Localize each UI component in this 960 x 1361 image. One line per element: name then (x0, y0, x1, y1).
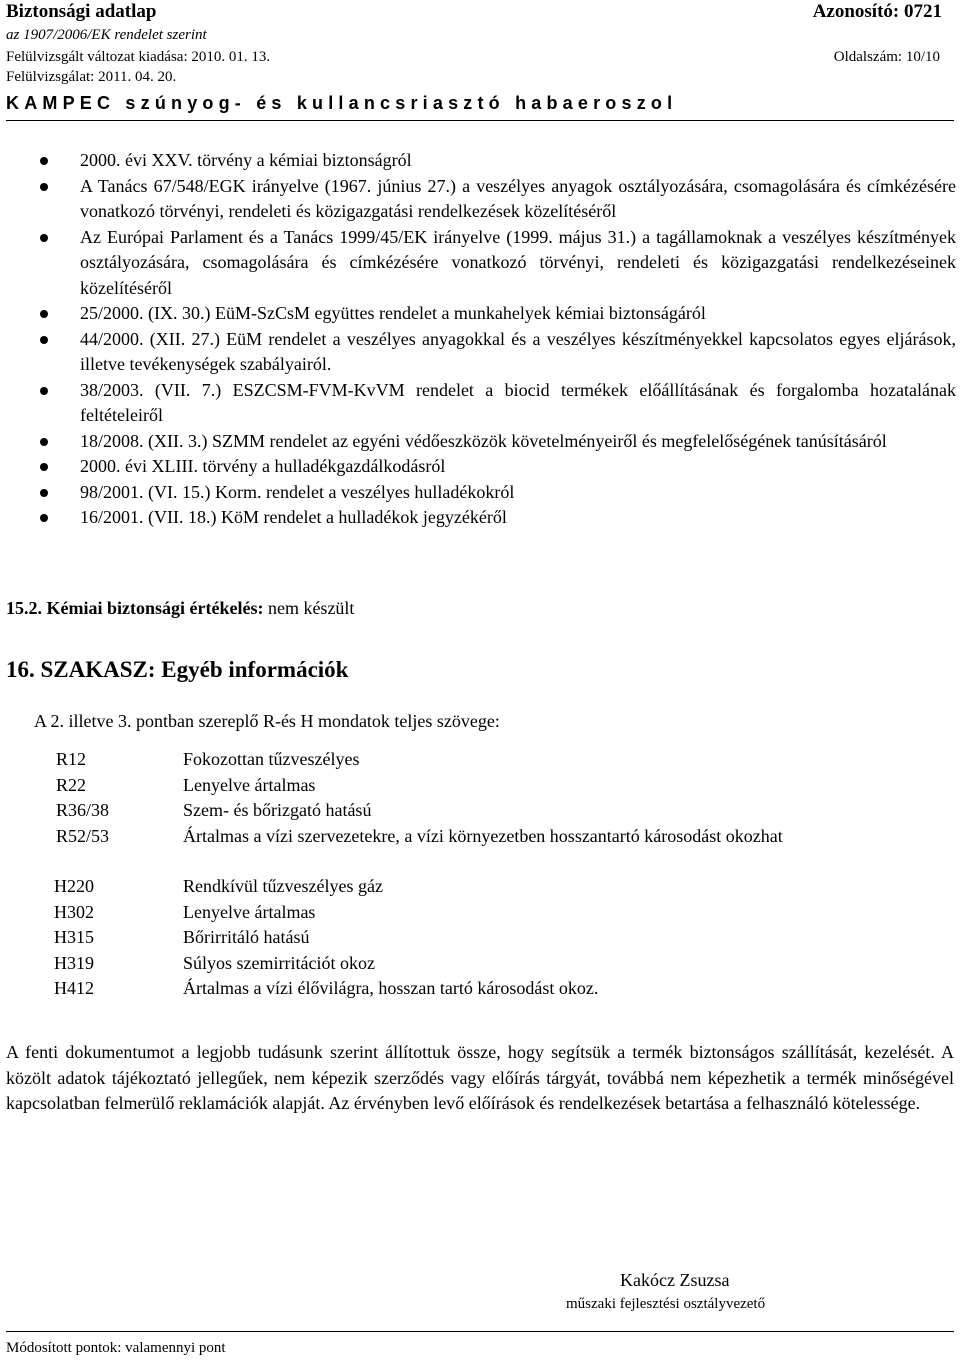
phrase-code: R36/38 (56, 800, 110, 820)
footer-divider (6, 1331, 954, 1332)
bullet-icon (40, 387, 48, 395)
section-16-heading: 16. SZAKASZ: Egyéb információk (6, 657, 349, 682)
signatory-name: Kakócz Zsuzsa (620, 1270, 730, 1290)
bullet-icon (40, 234, 48, 242)
list-item-text: 2000. évi XLIII. törvény a hulladékgazdálkodásról (80, 456, 446, 476)
bullet-icon (40, 157, 48, 165)
review-date: Felülvizsgálat: 2011. 04. 20. (6, 69, 177, 85)
phrase-code: H412 (54, 978, 94, 998)
disclaimer-paragraph: A fenti dokumentumot a legjobb tudásunk szerint állítottuk össze, hogy segítsük a termék biztonságos szállítását, kezelését. A közölt adatok tájékoztató jellegűek, nem képezik szerződés vagy előírás tárgyát, továbbá nem képezhetik a termék minőségével kapcsolatban felmerülő reklamációk alapját. Az érvényben levő előírások és rendelkezések betartása a felhasználó kötelessége. (6, 1042, 954, 1113)
phrase-text: Fokozottan tűzveszélyes (183, 749, 360, 769)
product-name: KAMPEC szúnyog- és kullancsriasztó habaeroszol (6, 93, 678, 113)
phrase-text: Szem- és bőrizgató hatású (183, 800, 372, 820)
list-item-text: 98/2001. (VI. 15.) Korm. rendelet a veszélyes hulladékokról (80, 481, 515, 502)
phrase-code: R12 (56, 749, 87, 769)
revised-edition-date: Felülvizsgált változat kiadása: 2010. 01. 13. (6, 49, 271, 65)
list-item-text: 38/2003. (VII. 7.) ESZCSM-FVM-KvVM rendelet a biocid termékek előállításának és forgalomba hozatalának feltételeiről (80, 379, 956, 425)
phrase-code: R52/53 (56, 825, 110, 846)
phrase-text: Súlyos szemirritációt okoz (183, 952, 375, 973)
bullet-icon (40, 489, 48, 497)
regulation-reference: az 1907/2006/EK rendelet szerint (6, 27, 207, 43)
list-item (80, 148, 956, 174)
section-15-2-label: 15.2. Kémiai biztonsági értékelés: (6, 598, 264, 618)
list-item-text: 44/2000. (XII. 27.) EüM rendelet a veszélyes anyagokkal és a veszélyes készítményekkel kapcsolatos egyes eljárások, illetve tevékenységek szabályairól. (80, 328, 956, 374)
modified-sections-note: Módosított pontok: valamennyi pont (6, 1340, 226, 1356)
bullet-icon (40, 310, 48, 318)
section-15-2-value: nem készült (263, 598, 355, 618)
document-title: Biztonsági adatlap (6, 1, 157, 22)
bullet-icon (40, 438, 48, 446)
phrase-text: Rendkívül tűzveszélyes gáz (183, 876, 383, 896)
document-identifier: Azonosító: 0721 (812, 1, 942, 22)
list-item (80, 225, 956, 302)
list-item-text: Az Európai Parlament és a Tanács 1999/45/EK irányelve (1999. május 31.) a tagállamoknak a veszélyes készítmények osztályozására, csomagolására és címkézésére vonatkozó törvényi, rendeleti és közigazgatási rendelkezéseinek közelítéséről (80, 226, 956, 298)
phrase-code: R22 (56, 774, 87, 795)
list-item-text: 18/2008. (XII. 3.) SZMM rendelet az egyéni védőeszközök követelményeiről és megfelelőségének tanúsításáról (80, 430, 887, 451)
phrase-text: Ártalmas a vízi élővilágra, hosszan tartó károsodást okoz. (183, 978, 599, 998)
phrases-intro: A 2. illetve 3. pontban szereplő R-és H mondatok teljes szövege: (34, 711, 500, 731)
bullet-icon (40, 336, 48, 344)
phrase-text: Lenyelve ártalmas (183, 774, 316, 795)
header-divider (6, 120, 954, 121)
phrase-code: H302 (54, 901, 94, 922)
list-item (80, 480, 956, 506)
phrase-code: H319 (54, 952, 94, 973)
bullet-icon (40, 183, 48, 191)
list-item (80, 429, 956, 455)
signatory-role: műszaki fejlesztési osztályvezető (566, 1296, 766, 1312)
phrase-text: Ártalmas a vízi szervezetekre, a vízi környezetben hosszantartó károsodást okozhat (183, 825, 783, 846)
phrase-code: H220 (54, 876, 94, 896)
list-item-text: 2000. évi XXV. törvény a kémiai biztonságról (80, 150, 412, 170)
list-item-text: 25/2000. (IX. 30.) EüM-SzCsM együttes rendelet a munkahelyek kémiai biztonságáról (80, 303, 706, 323)
phrase-text: Lenyelve ártalmas (183, 901, 316, 922)
bullet-icon (40, 463, 48, 471)
legislation-list (80, 148, 956, 531)
chemical-safety-assessment (6, 596, 354, 620)
list-item (80, 505, 956, 531)
list-item (80, 327, 956, 378)
list-item (80, 174, 956, 225)
page-number: Oldalszám: 10/10 (833, 49, 940, 65)
list-item (80, 301, 956, 327)
bullet-icon (40, 514, 48, 522)
phrase-code: H315 (54, 927, 94, 947)
list-item-text: A Tanács 67/548/EGK irányelve (1967. június 27.) a veszélyes anyagok osztályozására, csomagolására és címkézésére vonatkozó törvényi, rendeleti és közigazgatási rendelkezések közelítéséről (80, 175, 956, 221)
list-item-text: 16/2001. (VII. 18.) KöM rendelet a hulladékok jegyzékéről (80, 507, 507, 527)
list-item (80, 454, 956, 480)
list-item (80, 378, 956, 429)
phrase-text: Bőrirritáló hatású (183, 927, 310, 947)
